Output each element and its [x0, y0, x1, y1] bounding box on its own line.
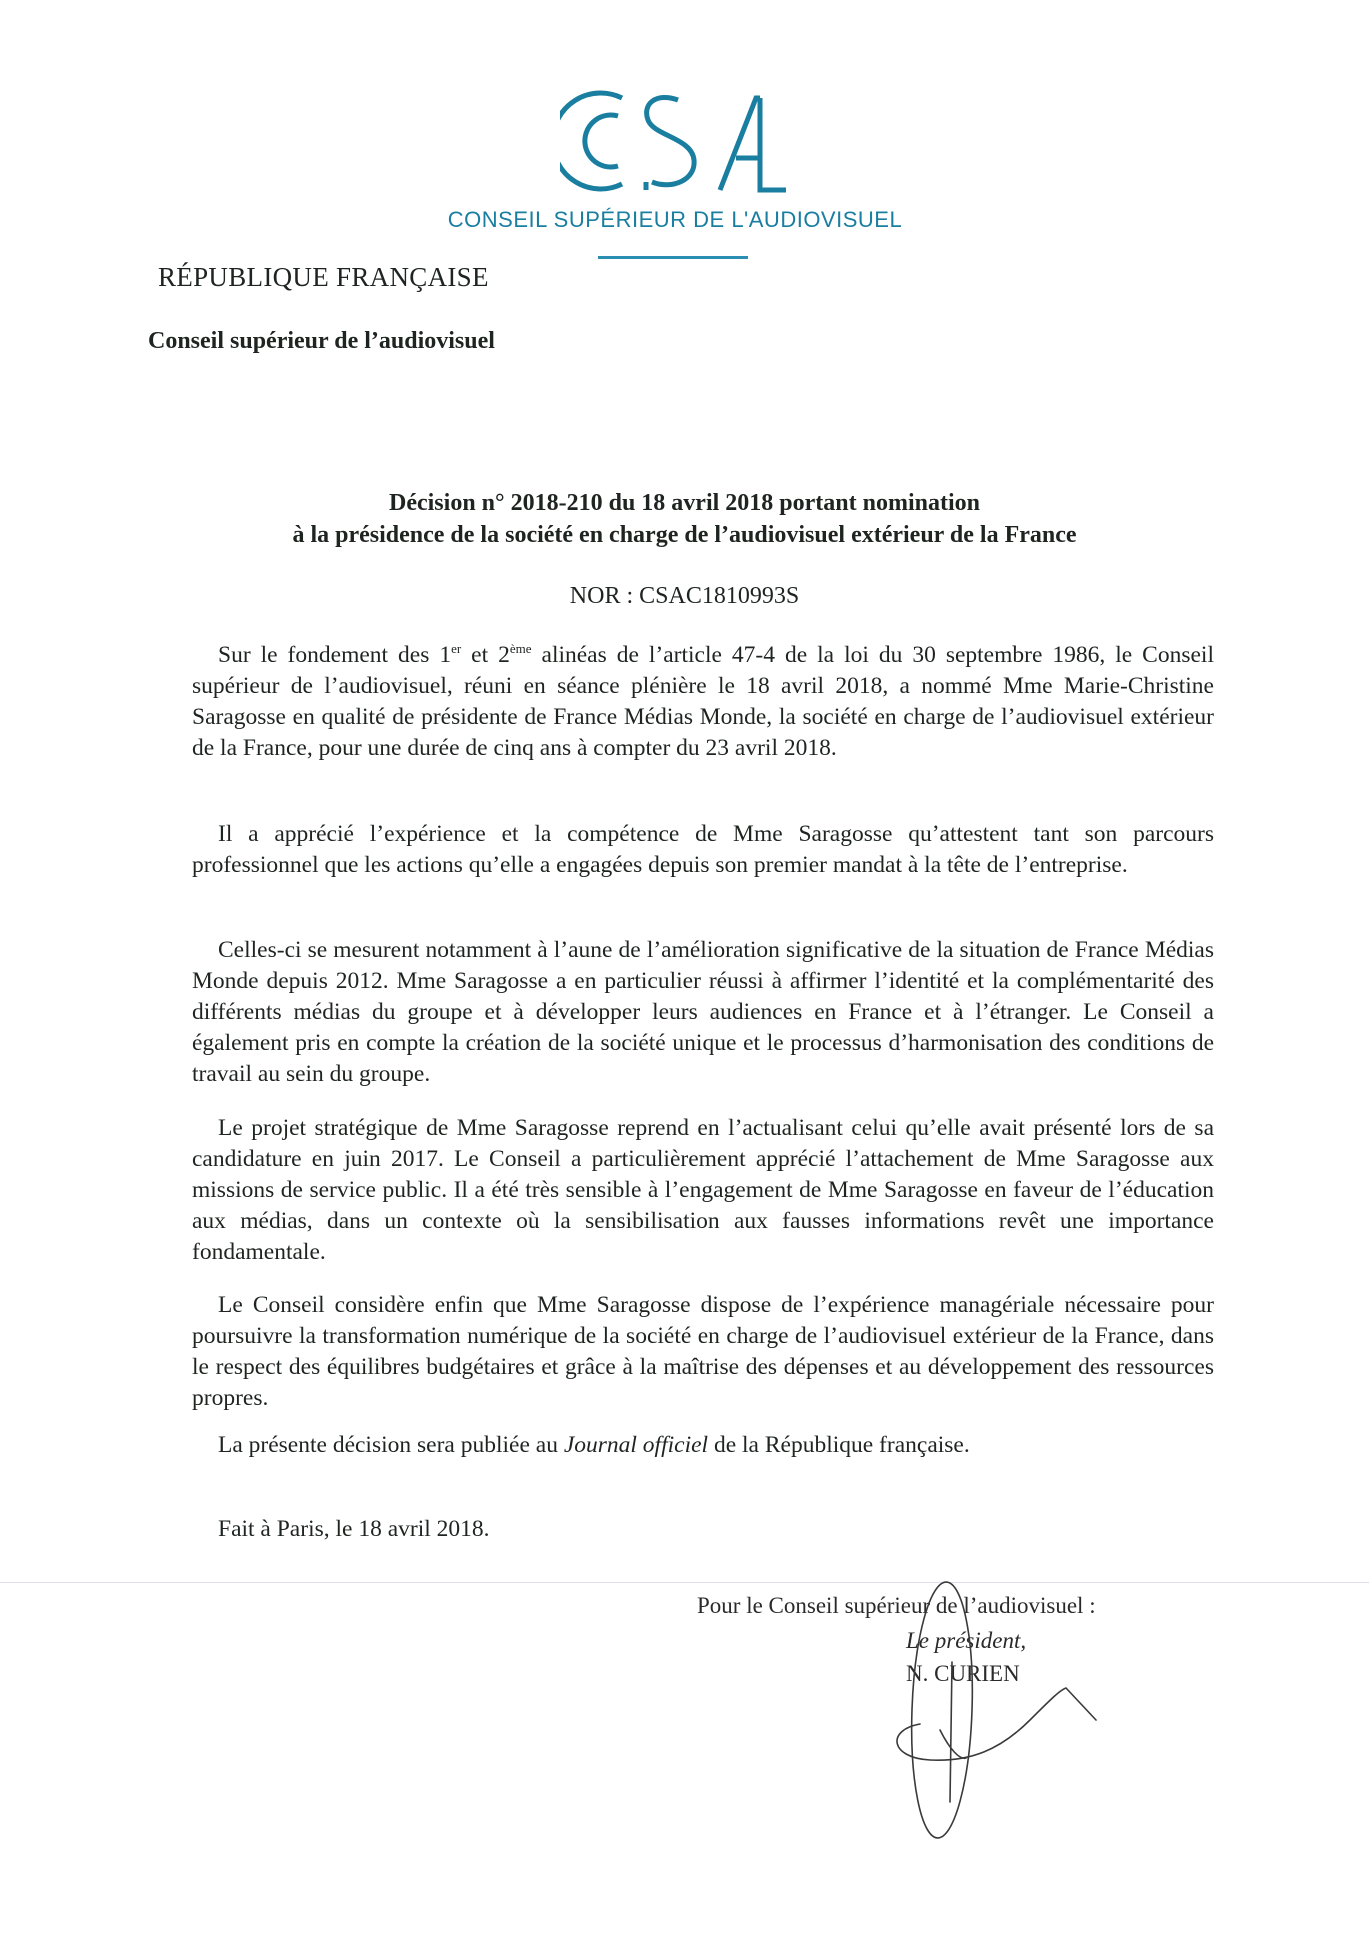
signatory-name: N. CURIEN	[906, 1661, 1020, 1686]
decision-title-line-1: Décision n° 2018-210 du 18 avril 2018 portant nomination	[389, 490, 980, 516]
place-date: Fait à Paris, le 18 avril 2018.	[218, 1516, 490, 1542]
decision-title-line-2: à la présidence de la société en charge de l’audiovisuel extérieur de la France	[292, 522, 1077, 548]
paragraph-4: Le projet stratégique de Mme Saragosse reprend en l’actualisant celui qu’elle avait présenté lors de sa candidature en juin 2017. Le Conseil a particulièrement apprécié l’attachement de Mme Saragosse aux missions de service public. Il a été très sensible à l’engagement de Mme Saragosse en faveur de l’éducation aux médias, dans un contexte où la sensibilisation aux fausses informations revêt une importance fondamentale.	[192, 1115, 1214, 1265]
p1-sup-2: ème	[509, 641, 532, 656]
signature-for-line: Pour le Conseil supérieur de l’audiovisuel :	[697, 1593, 1096, 1618]
logo-caption: CONSEIL SUPÉRIEUR DE L'AUDIOVISUEL	[447, 207, 903, 232]
p1-text-a: Sur le fondement des 1	[218, 642, 452, 668]
csa-logo-icon	[560, 86, 790, 196]
p1-text-c: alinéas de l’article 47-4 de la loi du 30 septembre 1986, le Conseil supérieur de l’audiovisuel, réuni en séance plénière le 18 avril 2018, a nommé Mme Marie-Christine Saragosse en qualité de présidente de France Médias Monde, la société en charge de l’audiovisuel extérieur de la France, pour une durée de cinq ans à compter du 23 avril 2018.	[192, 642, 1214, 761]
paragraph-5: Le Conseil considère enfin que Mme Saragosse dispose de l’expérience managériale nécessaire pour poursuivre la transformation numérique de la société en charge de l’audiovisuel extérieur de la France, dans le respect des équilibres budgétaires et grâce à la maîtrise des dépenses et au développement des ressources propres.	[192, 1292, 1214, 1411]
nor-reference: NOR : CSAC1810993S	[569, 583, 800, 609]
signatory-role: Le président,	[906, 1628, 1027, 1653]
logo-divider	[598, 256, 748, 259]
p6-text-a: La présente décision sera publiée au	[218, 1432, 564, 1458]
p1-sup-1: er	[451, 641, 462, 656]
journal-officiel-text: Journal officiel	[563, 1432, 709, 1458]
paragraph-1	[192, 640, 1214, 764]
paragraph-6	[192, 1430, 1214, 1461]
p1-text-b: et 2	[461, 642, 510, 668]
republique-heading: RÉPUBLIQUE FRANÇAISE	[158, 262, 489, 292]
paragraph-3: Celles-ci se mesurent notamment à l’aune de l’amélioration significative de la situation de France Médias Monde depuis 2012. Mme Saragosse a en particulier réussi à affirmer l’identité et la complémentarité des différents médias du groupe et à développer leurs audiences en France et à l’étranger. Le Conseil a également pris en compte la création de la société unique et le processus d’harmonisation des conditions de travail au sein du groupe.	[192, 937, 1214, 1087]
handwritten-signature-icon	[880, 1570, 1140, 1850]
scan-artifact-divider	[0, 1582, 1369, 1583]
organization-name: Conseil supérieur de l’audiovisuel	[148, 328, 495, 354]
paragraph-2: Il a apprécié l’expérience et la compétence de Mme Saragosse qu’attestent tant son parcours professionnel que les actions qu’elle a engagées depuis son premier mandat à la tête de l’entreprise.	[192, 821, 1214, 878]
p6-text-b: de la République française.	[708, 1432, 970, 1458]
